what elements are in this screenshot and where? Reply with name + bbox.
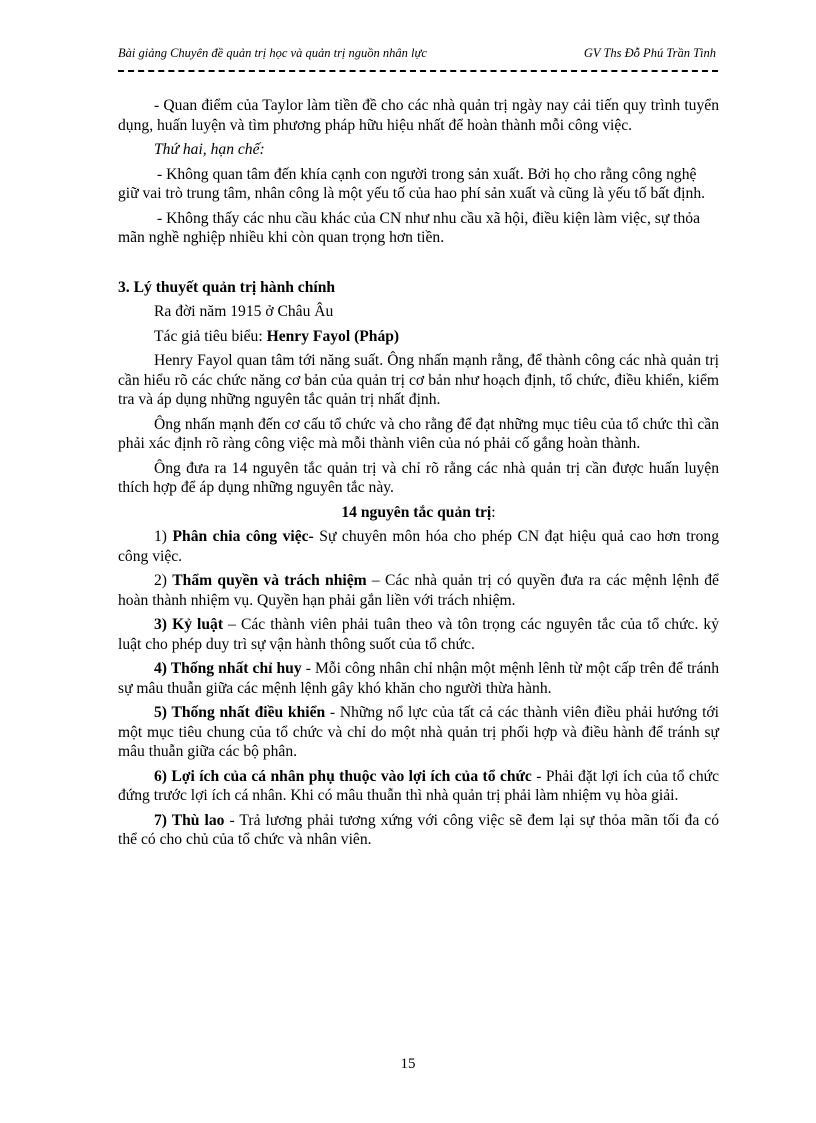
principle-number: 7) xyxy=(154,811,172,829)
principle-name: Kỷ luật xyxy=(172,616,224,633)
principle-item xyxy=(118,703,719,762)
principle-name: Phân chia công việc- xyxy=(172,528,314,545)
principle-number: 3) xyxy=(154,616,173,633)
principle-text: - Mỗi công nhân chỉ nhận một mệnh lênh từ một cấp trên để tránh sự mâu thuẫn giữa các mệnh lệnh gây khó khăn cho người thừa hành. xyxy=(118,660,719,697)
principle-number: 6) xyxy=(154,767,172,785)
principle-number: 1) xyxy=(154,528,173,545)
fayol-paragraph-3: Ông đưa ra 14 nguyên tắc quản trị và chỉ rõ rằng các nhà quản trị cần được huấn luyện thích hợp để áp dụng những nguyên tắc này. xyxy=(118,459,719,496)
header-author: GV Ths Đỗ Phú Trần Tình xyxy=(583,46,716,60)
principle-text: Sự chuyên môn hóa cho phép CN đạt hiệu quả cao hơn trong công việc. xyxy=(118,528,719,565)
taylor-paragraph-1: - Quan điểm của Taylor làm tiền đề cho các nhà quản trị ngày nay cải tiến quy trình tuyển dụng, huấn luyện và tìm phương pháp hữu hiệu nhất để hoàn thành mỗi công việc. xyxy=(118,97,719,134)
page-body xyxy=(118,96,719,855)
section-3-title: 3. Lý thuyết quản trị hành chính xyxy=(118,278,336,296)
page-number: 15 xyxy=(400,1056,416,1072)
principle-text: – Các nhà quản trị có quyền đưa ra các mệnh lệnh để hoàn thành nhiệm vụ. Quyền hạn phải gắn liền với trách nhiệm. xyxy=(118,572,719,609)
principle-text: - Những nổ lực của tất cả các thành viên điều phải hướng tới một mục tiêu chung của tổ chức và chỉ do một nhà quản trị phối hợp và điều hành để tránh sự mâu thuẫn giữa các bộ phân. xyxy=(118,704,719,760)
principles-heading-text: 14 nguyên tắc quản trị xyxy=(341,503,492,521)
header-course-title: Bài giảng Chuyên đề quản trị học và quản trị nguồn nhân lực xyxy=(118,46,427,60)
section-3-origin: Ra đời năm 1915 ở Châu Âu xyxy=(154,303,334,320)
taylor-paragraph-2: - Không quan tâm đến khía cạnh con người trong sản xuất. Bởi họ cho rằng công nghệ giữ vai trò trung tâm, nhân công là một yếu tố của hao phí sản xuất và cũng là yếu tố bất định. xyxy=(118,165,706,202)
principle-name: Thống nhất chỉ huy xyxy=(170,660,302,677)
principle-name: Lợi ích của cá nhân phụ thuộc vào lợi ích của tổ chức xyxy=(171,767,532,785)
principle-text: - Phải đặt lợi ích của tổ chức đứng trước lợi ích cá nhân. Khi có mâu thuẫn thì nhà quản trị phải làm nhiệm vụ hòa giải. xyxy=(118,767,719,804)
section-3-author xyxy=(118,327,719,347)
principle-number: 4) xyxy=(154,660,171,677)
principle-name: Thống nhất điều khiển xyxy=(171,704,326,721)
header-divider xyxy=(118,70,718,72)
principle-text: - Trả lương phải tương xứng với công việc sẽ đem lại sự thỏa mãn tối đa có thể có cho chủ của tổ chức và nhân viên. xyxy=(118,811,719,848)
principle-item xyxy=(118,659,719,698)
principle-item xyxy=(118,527,719,566)
principle-name: Thù lao xyxy=(171,811,225,829)
principle-item xyxy=(118,767,719,806)
running-header xyxy=(118,46,716,66)
author-label: Tác giả tiêu biểu: xyxy=(154,327,267,345)
fayol-paragraph-1: Henry Fayol quan tâm tới năng suất. Ông nhấn mạnh rằng, để thành công các nhà quản trị cần hiểu rõ các chức năng cơ bản của quản trị cơ bản như hoạch định, tổ chức, điều khiển, kiểm tra và áp dụng những nguyên tắc quản trị nhất định. xyxy=(118,352,719,408)
principle-name: Thẩm quyền và trách nhiệm xyxy=(172,572,367,589)
principles-heading xyxy=(118,503,719,523)
principle-number: 5) xyxy=(154,704,172,721)
taylor-paragraph-3: - Không thấy các nhu cầu khác của CN như nhu cầu xã hội, điều kiện làm việc, sự thỏa mãn nghề nghiệp nhiều khi còn quan trọng hơn tiền. xyxy=(118,209,701,246)
principle-number: 2) xyxy=(154,572,173,589)
principles-heading-colon: : xyxy=(491,503,496,521)
author-name: Henry Fayol (Pháp) xyxy=(266,327,400,345)
principle-item xyxy=(118,811,719,850)
principle-text: – Các thành viên phải tuân theo và tôn trọng các nguyên tắc của tổ chức. kỷ luật cho phép duy trì sự vận hành thông suốt của tổ chức. xyxy=(118,616,720,653)
fayol-paragraph-2: Ông nhấn mạnh đến cơ cấu tổ chức và cho rằng để đạt những mục tiêu của tổ chức thì cần phải xác định rõ ràng công việc mà mỗi thành viên của nó phải cố gắng hoàn thành. xyxy=(118,415,719,452)
principle-item xyxy=(118,615,719,654)
limits-heading: Thứ hai, hạn chế: xyxy=(154,141,265,158)
principle-item xyxy=(118,571,719,610)
